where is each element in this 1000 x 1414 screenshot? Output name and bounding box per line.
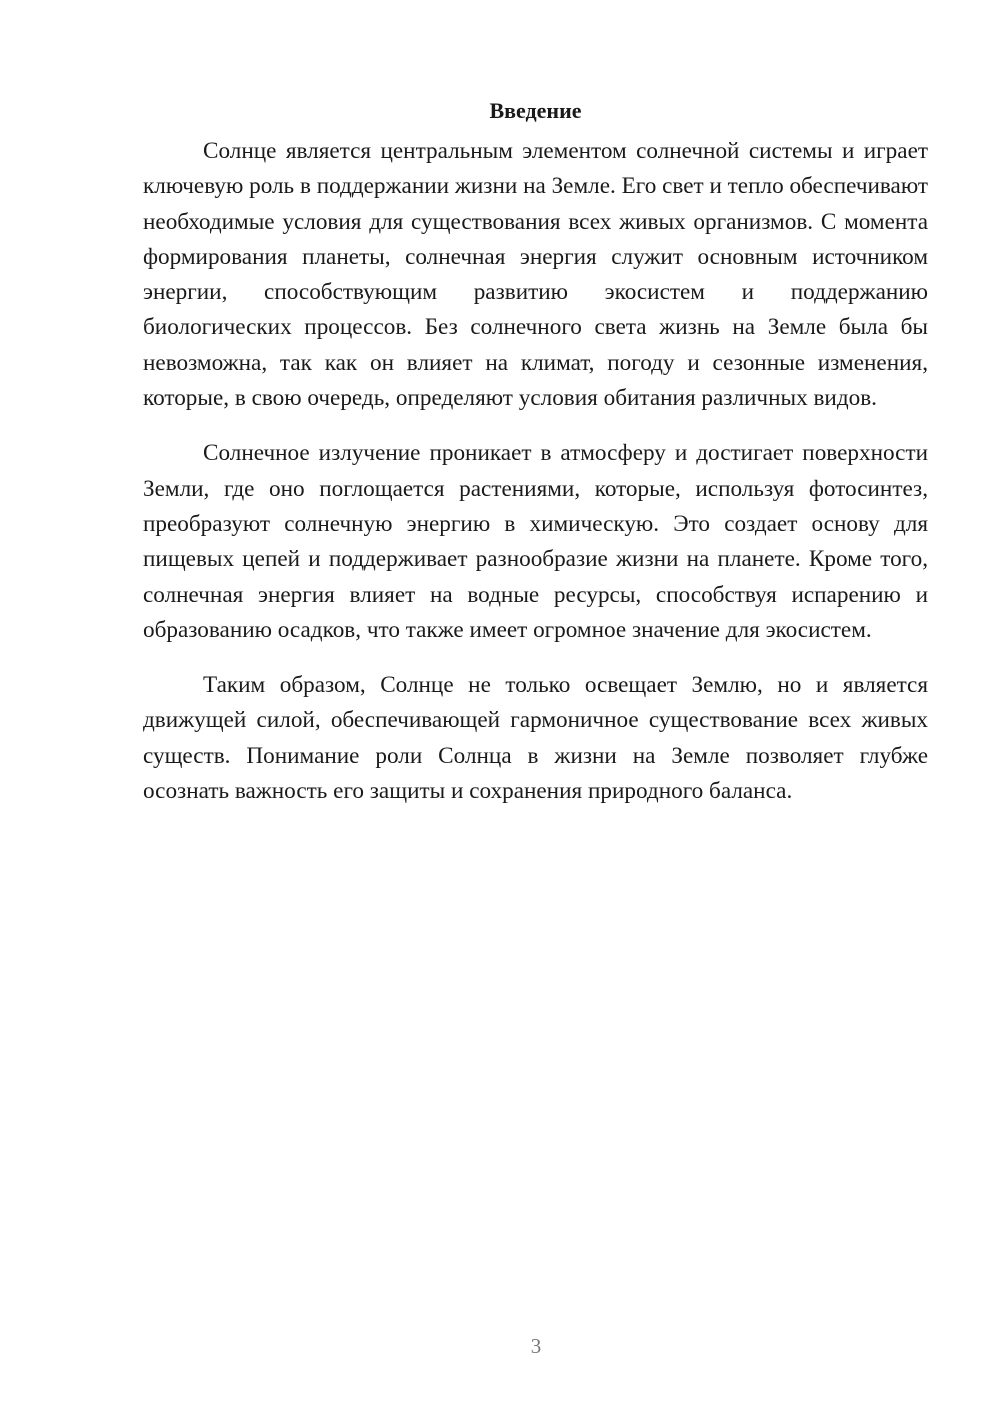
page-number: 3 <box>530 1334 542 1358</box>
paragraph-3: Таким образом, Солнце не только освещает Землю, но и является движущей силой, обеспечивающей гармоничное существование всех живых существ. Понимание роли Солнца в жизни на Земле позволяет глубже осознать важность его защиты и сохранения природного баланса. <box>143 672 928 805</box>
paragraph-1: Солнце является центральным элементом солнечной системы и играет ключевую роль в поддержании жизни на Земле. Его свет и тепло обеспечивают необходимые условия для существования всех живых организмов. С момента формирования планеты, солнечная энергия служит основным источником энергии, способствующим развитию экосистем и поддержанию биологических процессов. Без солнечного света жизнь на Земле была бы невозможна, так как он влияет на климат, погоду и сезонные изменения, которые, в свою очередь, определяют условия обитания различных видов. <box>143 138 928 412</box>
section-heading: Введение <box>489 98 582 123</box>
page-content <box>143 96 928 829</box>
paragraph-2: Солнечное излучение проникает в атмосферу и достигает поверхности Земли, где оно поглощается растениями, которые, используя фотосинтез, преобразуют солнечную энергию в химическую. Это создает основу для пищевых цепей и поддерживает разнообразие жизни на планете. Кроме того, солнечная энергия влияет на водные ресурсы, способствуя испарению и образованию осадков, что также имеет огромное значение для экосистем. <box>143 440 928 643</box>
